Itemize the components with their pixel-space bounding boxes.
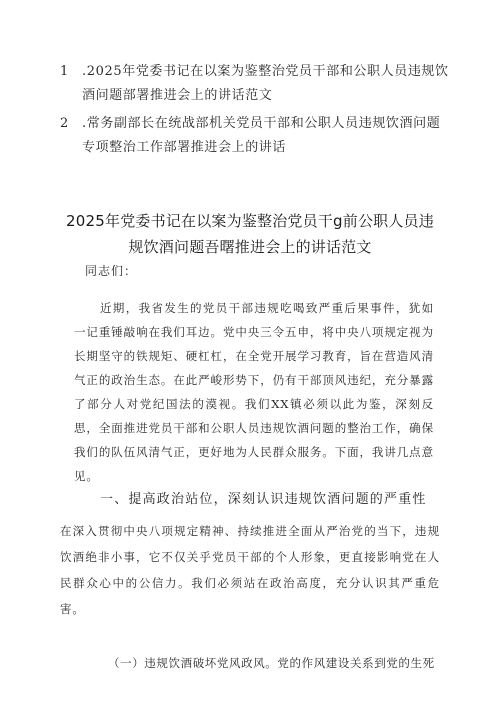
article-title-line2: 规饮酒问题吾曙推进会上的讲话范文	[128, 238, 372, 256]
subsection-heading-1: （一）违规饮酒破坏党风政风。党的作风建设关系到党的生死	[108, 656, 435, 670]
body-paragraph-2: 在深入贯彻中央八项规定精神、持续推进全面从严治党的当下，违规饮酒绝非小事，它不仅关乎党员干部的个人形象，更直接影响党在人民群众心中的公信力。我们必须站在政治高度，充分认识其严重危害。	[60, 524, 440, 616]
toc-item-text-line1: .常务副部长在统战部机关党员干部和公职人员违规饮酒问题	[82, 116, 441, 131]
toc-item-text-line1: .2025年党委书记在以案为鉴整治党员干部和公职人员违规饮	[82, 64, 449, 79]
salutation: 同志们：	[85, 264, 138, 278]
section-heading-1: 一、提高政治站位，深刻认识违规饮酒问题的严重性	[100, 492, 427, 507]
toc-item-1[interactable]	[60, 60, 460, 108]
article-title	[55, 208, 445, 260]
toc-item-number: 2	[60, 116, 69, 131]
article-title-line1: 2025年党委书记在以案为鉴整治党员干g前公职人员违	[66, 212, 434, 230]
toc-item-text-line2: 专项整治工作部署推进会上的讲话	[82, 140, 287, 155]
body-paragraph-1: 近期，我省发生的党员干部违规吃喝致严重后果事件，犹如一记重锤敲响在我们耳边。党中央三令五申，将中央八项规定视为长期坚守的铁规矩、硬杠杠，在全党开展学习教育，旨在营造风清气正的政治生态。在此严峻形势下，仍有干部顶风违纪，充分暴露了部分人对党纪国法的漠视。我们XX镇必须以此为鉴，深刻反思，全面推进党员干部和公职人员违规饮酒问题的整治工作，确保我们的队伍风清气正，更好地为人民群众服务。下面，我讲几点意见。	[74, 301, 434, 483]
toc-item-2[interactable]	[60, 112, 460, 160]
toc-item-text-line2: 酒问题部署推进会上的讲话范文	[82, 88, 273, 103]
toc-item-number: 1	[60, 64, 69, 79]
